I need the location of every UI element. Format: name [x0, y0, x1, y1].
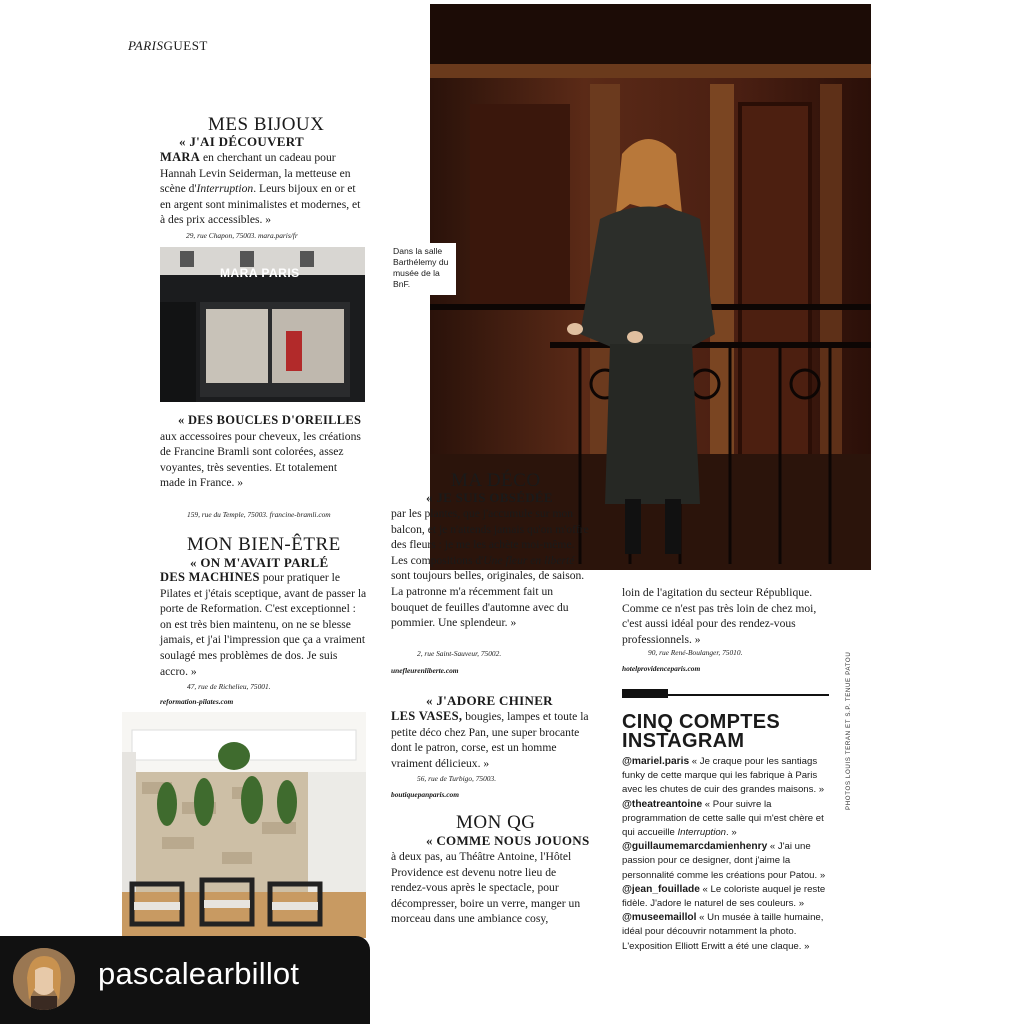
- bijoux-italic: Interruption: [196, 182, 254, 196]
- deco-text: [391, 506, 591, 631]
- magazine-header: [128, 38, 208, 54]
- pilates-studio-photo: [122, 712, 366, 938]
- section-title-bienetre: MON BIEN-ÊTRE: [187, 534, 341, 555]
- instagram-account-2: [622, 798, 832, 841]
- deco-text-2: sont toujours belles, originales, de saison. La patronne m'a récemment fait un bouquet de feuilles d'automne avec du pommier. Une splendeur. »: [391, 569, 585, 630]
- bienetre-address: 47, rue de Richelieu, 75001.: [187, 682, 271, 691]
- account-handle: @guillaumemarcdamienhenry: [622, 841, 768, 853]
- instagram-account-4: [622, 883, 832, 911]
- boucles-address: 159, rue du Temple, 75003. francine-bramli.com: [187, 510, 331, 519]
- header-guest: GUEST: [163, 38, 208, 53]
- account-handle: @mariel.paris: [622, 756, 690, 767]
- deco-text-1: par les plantes, que j'accumule sur mon balcon, et je n'attends jamais qu'on m'offre des fleurs : je me les achète moi-même. Les compositions d': [391, 507, 589, 567]
- bijoux-address: 29, rue Chapon, 75003. mara.paris/fr: [186, 231, 298, 240]
- chiner-url: boutiquepanparis.com: [391, 790, 459, 799]
- bijoux-quote-head: « J'AI DÉCOUVERT: [179, 134, 304, 149]
- photo-credit: PHOTOS LOUIS TERAN ET S.P. TENUE PATOU: [845, 651, 852, 810]
- boucles-text: [160, 413, 365, 491]
- header-paris: PARIS: [128, 38, 164, 53]
- bienetre-body: pour pratiquer le Pilates et j'étais sceptique, avant de passer la porte de Reformation. C'est exceptionnel : on est très bien maintenu, on ne se blesse jamais, et j'ai l'impression que ça a vraiment soulagé mes problèmes de dos. Je suis accro. »: [160, 571, 367, 678]
- studio-photo-illustration: [122, 712, 366, 938]
- bienetre-quote-head: « ON M'AVAIT PARLÉ: [190, 555, 329, 570]
- account-italic: Interruption: [677, 827, 726, 839]
- bijoux-text: [160, 150, 365, 228]
- account-handle: @theatreantoine: [622, 798, 703, 810]
- account-text: « Je craque pour les santiags funky de cette marque qui les fabrique à Paris avec les chutes de cuir des grandes maisons. »: [622, 756, 825, 796]
- boucles-body: aux accessoires pour cheveux, les créations de Francine Bramli sont colorées, assez voyantes, très seventies. Et totalement made in France. »: [160, 429, 361, 490]
- deco-url: unefleurenliberte.com: [391, 666, 459, 675]
- instagram-username[interactable]: pascalearbillot: [98, 956, 300, 991]
- bijoux-text-2: . Leurs bijoux en or et en argent sont minimalistes et modernes, et à des prix accessibles. »: [160, 182, 361, 227]
- shop-photo: [160, 247, 365, 402]
- qg-url: hotelprovidenceparis.com: [622, 664, 701, 673]
- account-text: « J'ai une passion pour ce designer, dont j'aime la personnalité comme les créations pour Patou. »: [622, 841, 826, 881]
- account-text: « Un musée à taille humaine, idéal pour découvrir notamment la photo. L'exposition Elliott Erwitt a été une claque. »: [622, 912, 824, 952]
- instagram-section-title: [622, 713, 780, 751]
- section-title-qg: MON QG: [456, 812, 536, 833]
- instagram-accounts-list: [622, 755, 832, 954]
- account-handle: @jean_fouillade: [622, 883, 700, 895]
- deco-italic: Une fleur en liberté: [483, 553, 575, 567]
- bienetre-url: reformation-pilates.com: [160, 697, 234, 706]
- bienetre-lead: DES MACHINES: [160, 570, 260, 584]
- section-rule-accent: [622, 689, 668, 698]
- bijoux-lead: MARA: [160, 150, 201, 164]
- section-title-bijoux: MES BIJOUX: [208, 114, 325, 135]
- chiner-address: 56, rue de Turbigo, 75003.: [417, 774, 497, 783]
- deco-quote-head: « JE SUIS OBSÉDÉE: [426, 490, 553, 505]
- bijoux-text-1: en cherchant un cadeau pour Hannah Levin Seiderman, la metteuse en scène d': [160, 151, 351, 196]
- chiner-lead: LES VASES,: [391, 709, 463, 723]
- account-text-2: . »: [726, 827, 737, 839]
- chiner-quote-head: « J'ADORE CHINER: [426, 693, 553, 708]
- qg-quote-head: « COMME NOUS JOUONS: [426, 833, 590, 848]
- photo-caption: Dans la salle Barthélemy du musée de la BnF.: [390, 243, 456, 295]
- qg-text-continued: loin de l'agitation du secteur République. Comme ce n'est pas très loin de chez moi, c'est aussi idéal pour des rendez-vous professionnels. »: [622, 586, 817, 646]
- chiner-text: [391, 709, 591, 771]
- boucles-lead: « DES BOUCLES D'OREILLES: [178, 413, 362, 427]
- account-text: « Pour suivre la programmation de cette salle qui m'est chère et qui accueille: [622, 798, 824, 839]
- account-text: « Le coloriste auquel je reste fidèle. J'adore le naturel de ses couleurs. »: [622, 883, 826, 910]
- instagram-account-3: [622, 840, 832, 883]
- avatar-image: [13, 948, 75, 1010]
- chiner-body: bougies, lampes et toute la petite déco chez Pan, une super brocante dont le patron, corse, est un homme vraiment délicieux. »: [391, 710, 589, 770]
- qg-address: 90, rue René-Boulanger, 75010.: [648, 648, 743, 657]
- account-handle: @museemaillol: [622, 912, 697, 924]
- instagram-account-1: [622, 755, 832, 798]
- avatar[interactable]: [13, 948, 75, 1010]
- section-title-deco: MA DÉCO: [451, 470, 541, 491]
- deco-address: 2, rue Saint-Sauveur, 75002.: [417, 649, 502, 658]
- instagram-title-line2: INSTAGRAM: [622, 730, 745, 752]
- shop-sign: MARA PARIS: [220, 266, 300, 280]
- instagram-title-line1: CINQ COMPTES: [622, 711, 781, 733]
- qg-text: à deux pas, au Théâtre Antoine, l'Hôtel Providence est devenu notre lieu de rendez-vous après le spectacle, pour décompresser, boire un verre, manger un morceau dans une ambiance cosy,: [391, 850, 581, 926]
- bienetre-text: [160, 570, 368, 679]
- instagram-account-5: [622, 911, 832, 954]
